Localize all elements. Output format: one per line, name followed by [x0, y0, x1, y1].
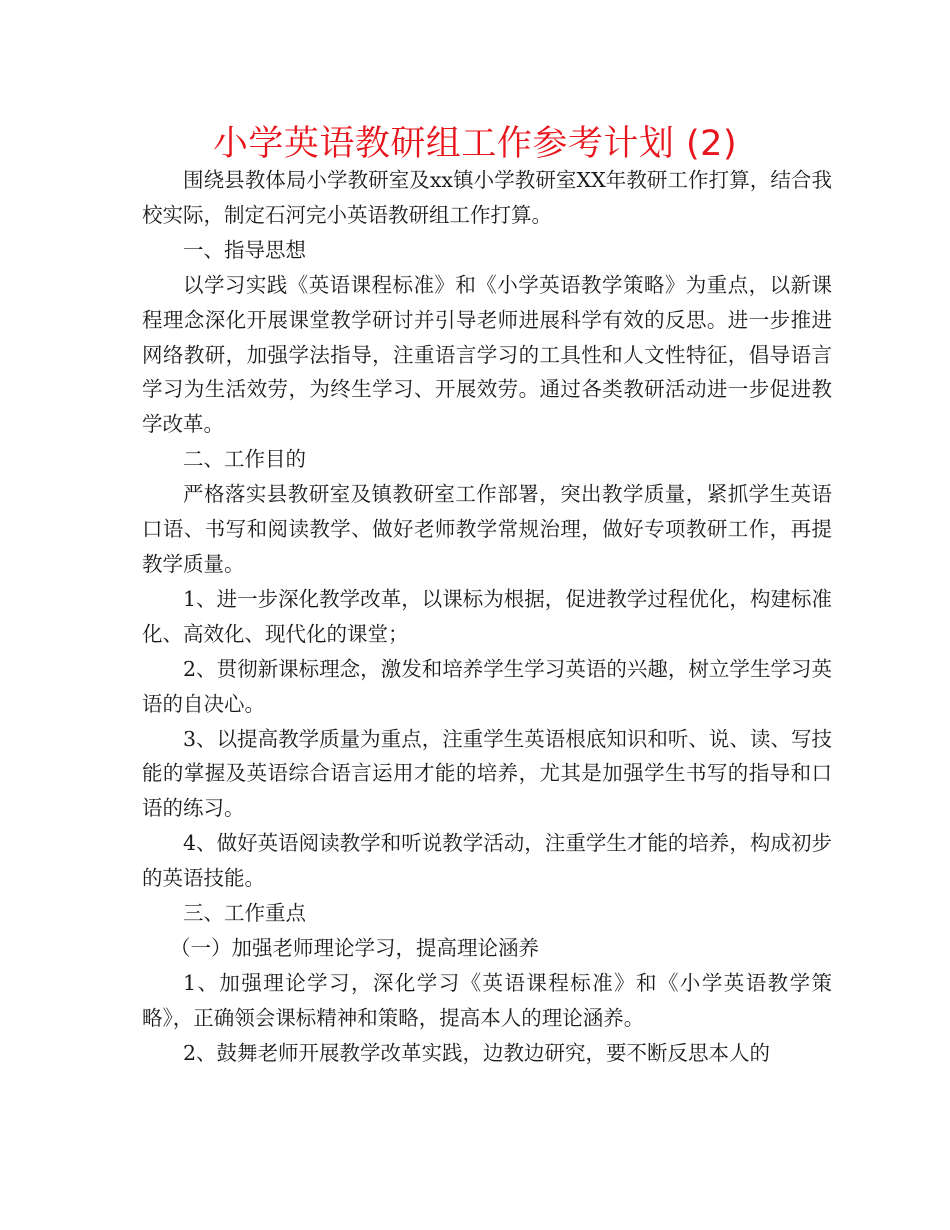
document-title: 小学英语教研组工作参考计划 (2)	[212, 124, 738, 164]
section-heading-work-goals: 二、工作目的	[183, 447, 306, 472]
list-item-focus-1: 1、加强理论学习，深化学习《英语课程标准》和《小学英语教学策略》，正确领会课标精神和策略，提高本人的理论涵养。	[142, 970, 832, 1030]
paragraph-work-goals: 严格落实县教研室及镇教研室工作部署，突出教学质量，紧抓学生英语口语、书写和阅读教学、做好老师教学常规治理，做好专项教研工作，再提教学质量。	[142, 482, 832, 576]
section-heading-guiding-thought: 一、指导思想	[183, 237, 306, 262]
list-item-goal-4: 4、做好英语阅读教学和听说教学活动，注重学生才能的培养，构成初步的英语技能。	[142, 831, 832, 891]
list-item-goal-3: 3、以提高教学质量为重点，注重学生英语根底知识和听、说、读、写技能的掌握及英语综合语言运用才能的培养，尤其是加强学生书写的指导和口语的练习。	[142, 726, 832, 821]
list-item-goal-2: 2、贯彻新课标理念，激发和培养学生学习英语的兴趣，树立学生学习英语的自决心。	[142, 656, 832, 716]
list-item-goal-1: 1、进一步深化教学改革，以课标为根据，促进教学过程优化，构建标准化、高效化、现代化的课堂；	[142, 586, 832, 646]
list-item-focus-2: 2、鼓舞老师开展教学改革实践，边教边研究，要不断反思本人的	[183, 1040, 771, 1065]
subsection-heading-theory-study: （一）加强老师理论学习，提高理论涵养	[170, 935, 539, 960]
document-body	[142, 163, 832, 1071]
section-heading-work-focus: 三、工作重点	[183, 901, 306, 926]
paragraph-guiding-thought: 以学习实践《英语课程标准》和《小学英语教学策略》为重点，以新课程理念深化开展课堂教学研讨并引导老师进展科学有效的反思。进一步推进网络教研，加强学法指导，注重语言学习的工具性和人文性特征，倡导语言学习为生活效劳，为终生学习、开展效劳。通过各类教研活动进一步促进教学改革。	[142, 272, 832, 437]
paragraph-intro: 围绕县教体局小学教研室及xx镇小学教研室XX年教研工作打算，结合我校实际，制定石河完小英语教研组工作打算。	[142, 168, 832, 227]
